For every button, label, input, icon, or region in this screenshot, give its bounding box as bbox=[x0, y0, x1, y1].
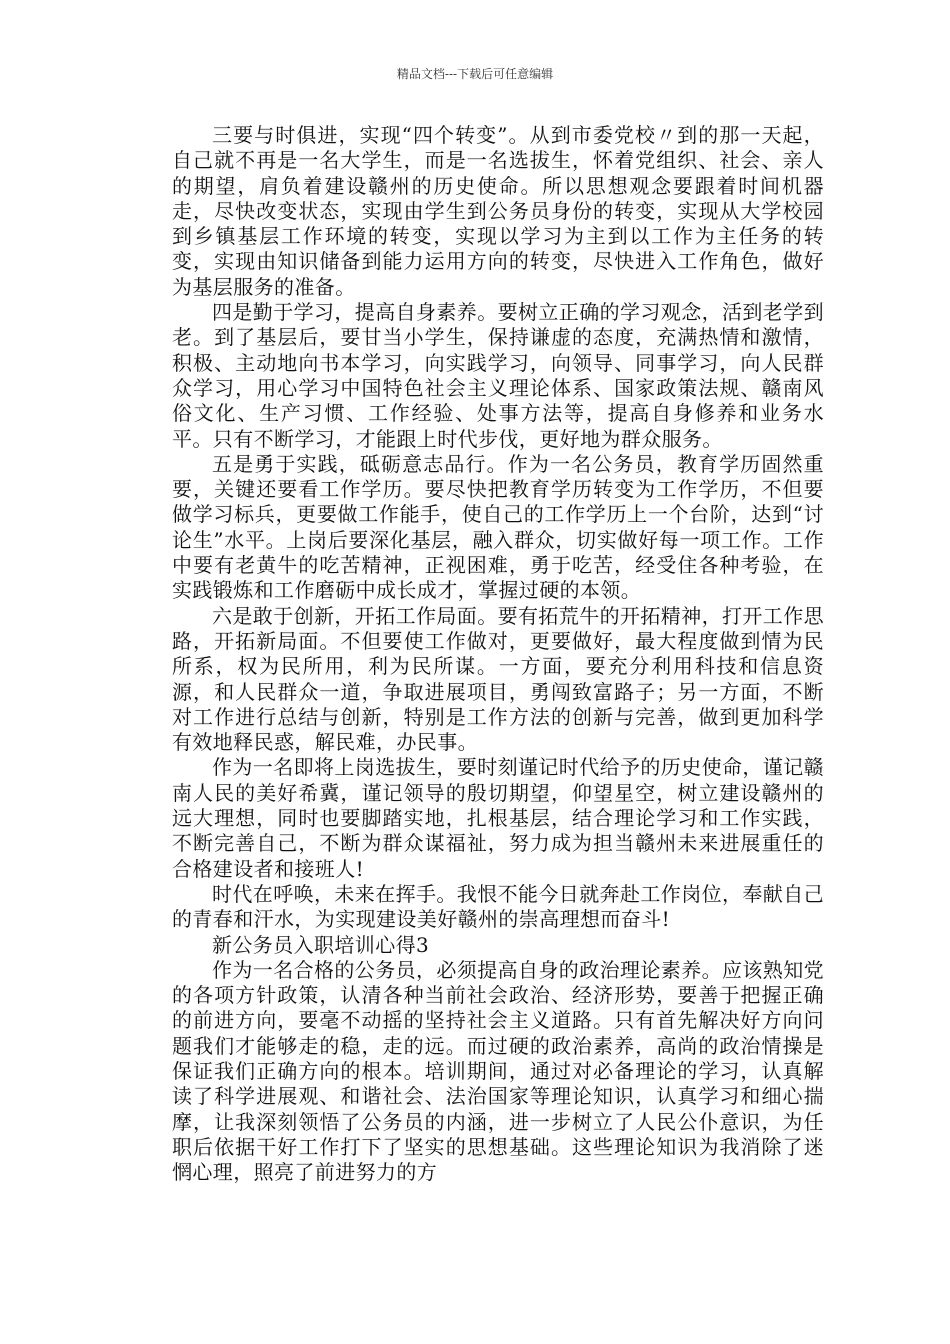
paragraph-call-of-the-times: 时代在呼唤，未来在挥手。我恨不能今日就奔赴工作岗位，奉献自己的青春和汗水，为实现建设美好赣州的崇高理想而奋斗! bbox=[172, 881, 824, 932]
paragraph-innovation: 六是敢于创新，开拓工作局面。要有拓荒牛的开拓精神，打开工作思路，开拓新局面。不但要使工作做对，更要做好，最大程度做到情为民所系，权为民所用，利为民所谋。一方面，要充分利用科技和信息资源，和人民群众一道，争取进展项目，勇闯致富路子；另一方面，不断对工作进行总结与创新，特别是工作方法的创新与完善，做到更加科学有效地释民惑，解民难，办民事。 bbox=[172, 603, 824, 755]
page-header: 精品文档---下载后可任意编辑 bbox=[396, 67, 554, 81]
paragraph-four-transformations: 三要与时俱进，实现“四个转变”。从到市委党校〃到的那一天起，自己就不再是一名大学生，而是一名选拔生，怀着党组织、社会、亲人的期望，肩负着建设赣州的历史使命。所以思想观念要跟着时间机器走，尽快改变状态，实现由学生到公务员身份的转变，实现从大学校园到乡镇基层工作环境的转变，实现以学习为主到以工作为主任务的转变，实现由知识储备到能力运用方向的转变，尽快进入工作角色，做好为基层服务的准备。 bbox=[172, 123, 824, 299]
paragraph-diligent-study: 四是勤于学习，提高自身素养。要树立正确的学习观念，活到老学到老。到了基层后，要甘当小学生，保持谦虚的态度，充满热情和激情，积极、主动地向书本学习，向实践学习，向领导、同事学习，向人民群众学习，用心学习中国特色社会主义理论体系、国家政策法规、赣南风俗文化、生产习惯、工作经验、处事方法等，提高自身修养和业务水平。只有不断学习，才能跟上时代步伐，更好地为群众服务。 bbox=[172, 300, 824, 451]
document-body bbox=[172, 123, 824, 1185]
paragraph-political-literacy: 作为一名合格的公务员，必须提高自身的政治理论素养。应该熟知党的各项方针政策，认清各种当前社会政治、经济形势，要善于把握正确的前进方向，要毫不动摇的坚持社会主义道路。只有首先解决好方向问题我们才能够走的稳，走的远。而过硬的政治素养，高尚的政治情操是保证我们正确方向的根本。培训期间，通过对必备理论的学习，认真解读了科学进展观、和谐社会、法治国家等理论知识，认真学习和细心揣摩，让我深刻领悟了公务员的内涵，进一步树立了人民公仆意识，为任职后依据干好工作打下了坚实的思想基础。这些理论知识为我消除了迷惘心理，照亮了前进努力的方 bbox=[172, 957, 824, 1185]
paragraph-practice: 五是勇于实践，砥砺意志品行。作为一名公务员，教育学历固然重要，关键还要看工作学历。要尽快把教育学历转变为工作学历，不但要做学习标兵，更要做工作能手，使自己的工作学历上一个台阶，达到“讨论生”水平。上岗后要深化基层，融入群众，切实做好每一项工作。工作中要有老黄牛的吃苦精神，正视困难，勇于吃苦，经受住各种考验，在实践锻炼和工作磨砺中成长成才，掌握过硬的本领。 bbox=[172, 451, 824, 603]
section-title: 新公务员入职培训心得3 bbox=[212, 932, 430, 957]
paragraph-mission: 作为一名即将上岗选拔生，要时刻谨记时代给予的历史使命，谨记赣南人民的美好希冀，谨记领导的殷切期望，仰望星空，树立建设赣州的远大理想，同时也要脚踏实地，扎根基层，结合理论学习和工作实践，不断完善自己，不断为群众谋福祉，努力成为担当赣州未来进展重任的合格建设者和接班人! bbox=[172, 755, 824, 881]
